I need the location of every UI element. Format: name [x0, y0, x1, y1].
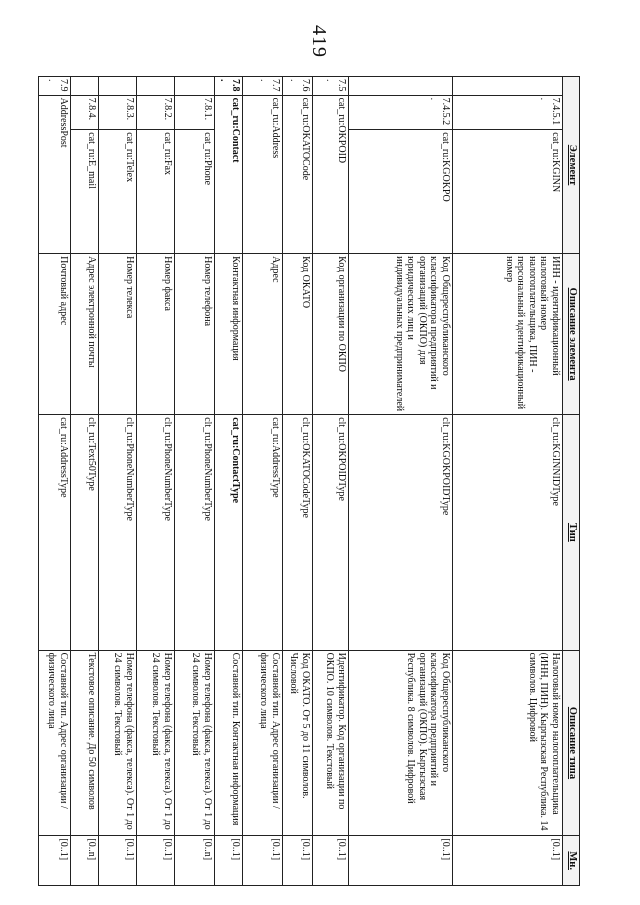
multiplicity: [0..1]	[313, 836, 349, 886]
element-name: cat_ru:KGINN	[453, 130, 563, 254]
row-number: 7.8.2.	[137, 95, 175, 130]
type-description: Код Общереспубликанского классификатора предприятий и организаций (ОКПО). Кыргызская Республика. 8 символов. Цифровой	[349, 650, 453, 836]
multiplicity: [0..1]	[243, 836, 283, 886]
element-description: ИНН - идентификационный налоговый номер налогоплательщика, ПИН - персональный идентификационный номер	[453, 254, 563, 415]
table-row	[349, 77, 453, 886]
element-name: cat_ru:OKATOCode	[283, 95, 313, 254]
table-row	[175, 77, 215, 886]
element-table	[38, 76, 580, 886]
multiplicity: [0..n]	[71, 836, 99, 886]
element-type: clt_ru:OKATOCodeType	[283, 415, 313, 650]
indent-cell	[175, 77, 215, 96]
indent-cell	[453, 77, 563, 96]
element-type: clt_ru:PhoneNumberType	[175, 415, 215, 650]
element-name: cat_ru:Telex	[99, 130, 137, 254]
element-name: cat_ru:KGOKPO	[349, 130, 453, 254]
element-description: Контактная информация	[215, 254, 243, 415]
multiplicity: [0..1]	[349, 836, 453, 886]
row-number: 7.6.	[283, 77, 313, 96]
type-description: Код ОКАТО. От 5 до 11 символов. Числовой	[283, 650, 313, 836]
row-number: 7.4.5.2.	[349, 95, 453, 130]
row-number: 7.5.	[313, 77, 349, 96]
row-number: 7.8.	[215, 77, 243, 96]
element-name: cat_ru:Address	[243, 95, 283, 254]
multiplicity: [0..1]	[283, 836, 313, 886]
header-type-description: Описание типа	[563, 650, 580, 836]
element-type: clt_ru:PhoneNumberType	[99, 415, 137, 650]
type-description: Текстовое описание. До 50 символов	[71, 650, 99, 836]
row-number: 7.4.5.1.	[453, 95, 563, 130]
multiplicity: [0..1]	[99, 836, 137, 886]
element-type: clt_ru:KGINNIDType	[453, 415, 563, 650]
row-number: 7.8.4.	[71, 95, 99, 130]
type-description: Составной тип. Адрес организации / физического лица	[243, 650, 283, 836]
element-name: cat_ru:Phone	[175, 130, 215, 254]
element-name: cat_ru:OKPOID	[313, 95, 349, 254]
table-row	[215, 77, 243, 886]
rotated-table-container	[46, 76, 580, 886]
table-row	[453, 77, 563, 886]
multiplicity: [0..1]	[39, 836, 71, 886]
header-description: Описание элемента	[563, 254, 580, 415]
multiplicity: [0..1]	[137, 836, 175, 886]
indent-cell	[71, 77, 99, 96]
element-type: cat_ru:ContactType	[215, 415, 243, 650]
header-element: Элемент	[563, 77, 580, 254]
element-description: Почтовый адрес	[39, 254, 71, 415]
element-description: Номер телекса	[99, 254, 137, 415]
table-row	[99, 77, 137, 886]
type-description: Составной тип. Контактная информация	[215, 650, 243, 836]
element-name: cat_ru:Fax	[137, 130, 175, 254]
table-row	[283, 77, 313, 886]
type-description: Идентификатор. Код организации по ОКПО. 10 символов. Текстовый	[313, 650, 349, 836]
row-number: 7.9.	[39, 77, 71, 96]
header-multiplicity: Мн.	[563, 836, 580, 886]
multiplicity: [0..1]	[453, 836, 563, 886]
type-description: Налоговый номер налогоплательщика (ИНН, ПИН). Кыргызская Республика. 14 символов. Цифровой	[453, 650, 563, 836]
indent-cell	[99, 77, 137, 96]
element-type: cat_ru:AddressType	[39, 415, 71, 650]
type-description: Номер телефона (факса, телекса). От 1 до 24 символов. Текстовый	[99, 650, 137, 836]
element-description: Код Общереспубликанского классификатора предприятий и организаций (ОКПО) для юридических лиц и индивидуальных предпринимателей	[349, 254, 453, 415]
element-name: cat_ru:Contact	[215, 95, 243, 254]
multiplicity: [0..n]	[175, 836, 215, 886]
element-description: Код ОКАТО	[283, 254, 313, 415]
element-description: Код организации по ОКПО	[313, 254, 349, 415]
element-name: AddressPost	[39, 95, 71, 254]
type-description: Номер телефона (факса, телекса). От 1 до 24 символов. Текстовый	[137, 650, 175, 836]
type-description: Составной тип. Адрес организации / физического лица	[39, 650, 71, 836]
table-row	[71, 77, 99, 886]
multiplicity: [0..1]	[215, 836, 243, 886]
element-type: clt_ru:OKPOIDType	[313, 415, 349, 650]
header-type: Тип	[563, 415, 580, 650]
indent-cell	[137, 77, 175, 96]
table-row	[313, 77, 349, 886]
type-description: Номер телефона (факса, телекса). От 1 до 24 символов. Текстовый	[175, 650, 215, 836]
row-number: 7.7.	[243, 77, 283, 96]
page-number: 419	[308, 25, 330, 58]
row-number: 7.8.3.	[99, 95, 137, 130]
element-description: Адрес	[243, 254, 283, 415]
element-type: clt_ru:PhoneNumberType	[137, 415, 175, 650]
element-description: Номер факса	[137, 254, 175, 415]
element-type: clt_ru:KGOKPOIDType	[349, 415, 453, 650]
table-row	[137, 77, 175, 886]
table-row	[243, 77, 283, 886]
element-description: Номер телефона	[175, 254, 215, 415]
element-name: cat_ru:E_mail	[71, 130, 99, 254]
element-type: clt_ru:Text50Type	[71, 415, 99, 650]
row-number: 7.8.1.	[175, 95, 215, 130]
element-description: Адрес электронной почты	[71, 254, 99, 415]
indent-cell	[349, 77, 453, 96]
header-row	[563, 77, 580, 886]
element-type: cat_ru:AddressType	[243, 415, 283, 650]
table-body	[39, 77, 563, 886]
table-row	[39, 77, 71, 886]
